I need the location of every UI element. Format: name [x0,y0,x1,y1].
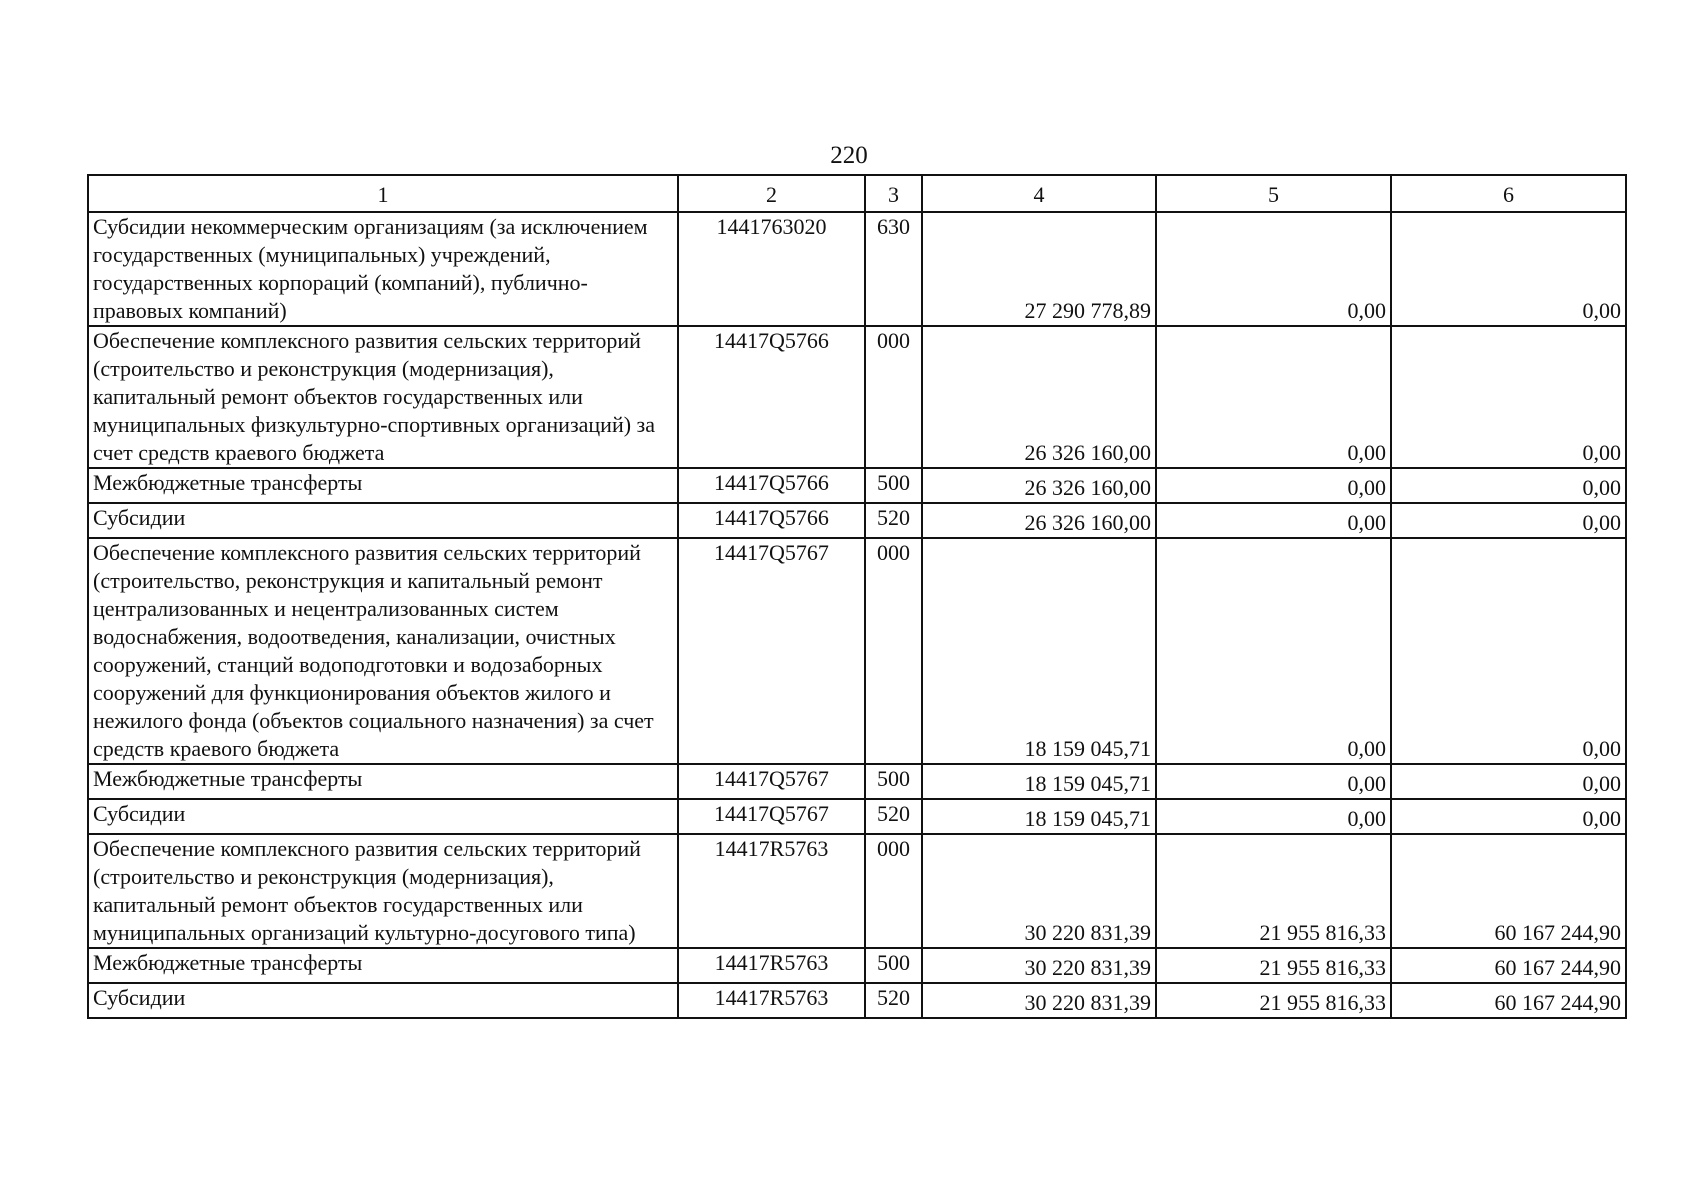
row-code: 14417Q5767 [678,538,865,764]
header-col-1: 1 [88,175,678,212]
header-col-4: 4 [922,175,1156,212]
row-name: Субсидии [88,503,678,538]
row-value-4: 18 159 045,71 [922,764,1156,799]
row-value-5: 0,00 [1156,468,1391,503]
row-code: 14417R5763 [678,983,865,1018]
page-number: 220 [830,142,868,169]
row-code: 1441763020 [678,212,865,326]
row-value-5: 0,00 [1156,799,1391,834]
row-value-5: 0,00 [1156,764,1391,799]
row-type: 000 [865,538,922,764]
row-value-6: 0,00 [1391,468,1626,503]
table-row [88,326,1626,468]
row-value-6: 0,00 [1391,764,1626,799]
row-value-5: 0,00 [1156,503,1391,538]
row-name: Обеспечение комплексного развития сельских территорий (строительство, реконструкция и капитальный ремонт централизованных и нецентрализованных систем водоснабжения, водоотведения, канализации, очистных сооружений, станций водоподготовки и водозаборных сооружений для функционирования объектов жилого и нежилого фонда (объектов социального назначения) за счет средств краевого бюджета [88,538,678,764]
row-value-4: 26 326 160,00 [922,468,1156,503]
header-col-6: 6 [1391,175,1626,212]
row-value-4: 30 220 831,39 [922,983,1156,1018]
row-code: 14417Q5767 [678,764,865,799]
table-row [88,983,1626,1018]
row-code: 14417Q5766 [678,503,865,538]
row-type: 500 [865,468,922,503]
row-name: Обеспечение комплексного развития сельских территорий (строительство и реконструкция (модернизация), капитальный ремонт объектов государственных или муниципальных организаций культурно-досугового типа) [88,834,678,948]
row-type: 520 [865,799,922,834]
header-col-3: 3 [865,175,922,212]
row-type: 000 [865,326,922,468]
header-col-5: 5 [1156,175,1391,212]
row-type: 500 [865,948,922,983]
row-value-6: 0,00 [1391,538,1626,764]
budget-table [87,174,1627,1019]
row-value-6: 0,00 [1391,799,1626,834]
row-value-4: 30 220 831,39 [922,834,1156,948]
row-code: 14417Q5767 [678,799,865,834]
row-value-6: 60 167 244,90 [1391,834,1626,948]
table-row [88,764,1626,799]
table-row [88,948,1626,983]
row-value-4: 26 326 160,00 [922,503,1156,538]
row-value-4: 30 220 831,39 [922,948,1156,983]
table-row [88,834,1626,948]
table-row [88,503,1626,538]
row-type: 630 [865,212,922,326]
row-value-4: 27 290 778,89 [922,212,1156,326]
row-value-6: 0,00 [1391,503,1626,538]
row-type: 520 [865,983,922,1018]
row-code: 14417R5763 [678,834,865,948]
row-code: 14417Q5766 [678,468,865,503]
row-value-5: 0,00 [1156,538,1391,764]
row-value-4: 18 159 045,71 [922,538,1156,764]
row-value-6: 60 167 244,90 [1391,948,1626,983]
row-value-4: 18 159 045,71 [922,799,1156,834]
row-type: 000 [865,834,922,948]
row-name: Межбюджетные трансферты [88,764,678,799]
row-value-4: 26 326 160,00 [922,326,1156,468]
row-type: 500 [865,764,922,799]
row-value-6: 60 167 244,90 [1391,983,1626,1018]
row-value-6: 0,00 [1391,326,1626,468]
row-value-5: 21 955 816,33 [1156,983,1391,1018]
row-name: Субсидии [88,799,678,834]
header-row [88,175,1626,212]
row-name: Субсидии [88,983,678,1018]
row-name: Обеспечение комплексного развития сельских территорий (строительство и реконструкция (модернизация), капитальный ремонт объектов государственных или муниципальных физкультурно-спортивных организаций) за счет средств краевого бюджета [88,326,678,468]
row-code: 14417Q5766 [678,326,865,468]
row-value-5: 0,00 [1156,326,1391,468]
row-name: Межбюджетные трансферты [88,948,678,983]
row-type: 520 [865,503,922,538]
row-value-5: 21 955 816,33 [1156,948,1391,983]
header-col-2: 2 [678,175,865,212]
table-row [88,538,1626,764]
table-row [88,212,1626,326]
row-code: 14417R5763 [678,948,865,983]
row-value-6: 0,00 [1391,212,1626,326]
row-name: Межбюджетные трансферты [88,468,678,503]
table-row [88,468,1626,503]
row-name: Субсидии некоммерческим организациям (за исключением государственных (муниципальных) учреждений, государственных корпораций (компаний), публично-правовых компаний) [88,212,678,326]
table-row [88,799,1626,834]
row-value-5: 0,00 [1156,212,1391,326]
row-value-5: 21 955 816,33 [1156,834,1391,948]
